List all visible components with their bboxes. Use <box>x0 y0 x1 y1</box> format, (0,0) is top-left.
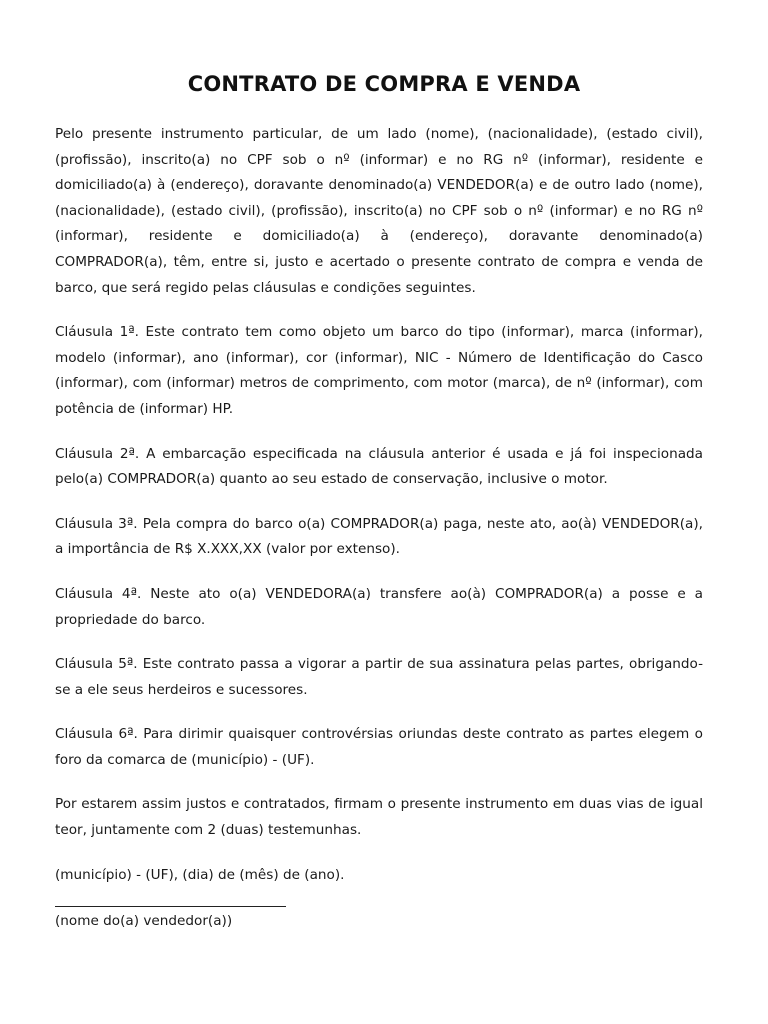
intro-paragraph: Pelo presente instrumento particular, de um lado (nome), (nacionalidade), (estado civil), (profissão), inscrito(a) no CPF sob o nº (informar) e no RG nº (informar), residente e domiciliado(a) à (endereço), doravante denominado(a) VENDEDOR(a) e de outro lado (nome), (nacionalidade), (estado civil), (profissão), inscrito(a) no CPF sob o nº (informar) e no RG nº (informar), residente e domiciliado(a) à (endereço), doravante denominado(a) COMPRADOR(a), têm, entre si, justo e acertado o presente contrato de compra e venda de barco, que será regido pelas cláusulas e condições seguintes. <box>55 126 703 296</box>
clause-4-paragraph: Cláusula 4ª. Neste ato o(a) VENDEDORA(a) transfere ao(à) COMPRADOR(a) a posse e a propriedade do barco. <box>55 585 703 628</box>
closing-paragraph: Por estarem assim justos e contratados, firmam o presente instrumento em duas vias de igual teor, juntamente com 2 (duas) testemunhas. <box>55 796 703 839</box>
clause-1-paragraph: Cláusula 1ª. Este contrato tem como objeto um barco do tipo (informar), marca (informar), modelo (informar), ano (informar), cor (informar), NIC - Número de Identificação do Casco (informar), com (informar) metros de comprimento, com motor (marca), de nº (informar), com potência de (informar) HP. <box>55 324 703 417</box>
clause-5-paragraph: Cláusula 5ª. Este contrato passa a vigorar a partir de sua assinatura pelas partes, obrigando-se a ele seus herdeiros e sucessores. <box>55 656 703 698</box>
signature-name: (nome do(a) vendedor(a)) <box>55 913 233 929</box>
document-title: CONTRATO DE COMPRA E VENDA <box>187 72 581 96</box>
document-body <box>55 122 703 907</box>
signature-line <box>55 906 286 907</box>
signature-block <box>55 884 455 932</box>
place-date-line: (município) - (UF), (dia) de (mês) de (ano). <box>55 866 345 883</box>
clause-6-paragraph: Cláusula 6ª. Para dirimir quaisquer controvérsias oriundas deste contrato as partes elegem o foro da comarca de (município) - (UF). <box>55 726 703 768</box>
clause-2-paragraph: Cláusula 2ª. A embarcação especificada na cláusula anterior é usada e já foi inspecionada pelo(a) COMPRADOR(a) quanto ao seu estado de conservação, inclusive o motor. <box>55 445 703 488</box>
clause-3-paragraph: Cláusula 3ª. Pela compra do barco o(a) COMPRADOR(a) paga, neste ato, ao(à) VENDEDOR(a), a importância de R$ X.XXX,XX (valor por extenso). <box>55 515 703 558</box>
